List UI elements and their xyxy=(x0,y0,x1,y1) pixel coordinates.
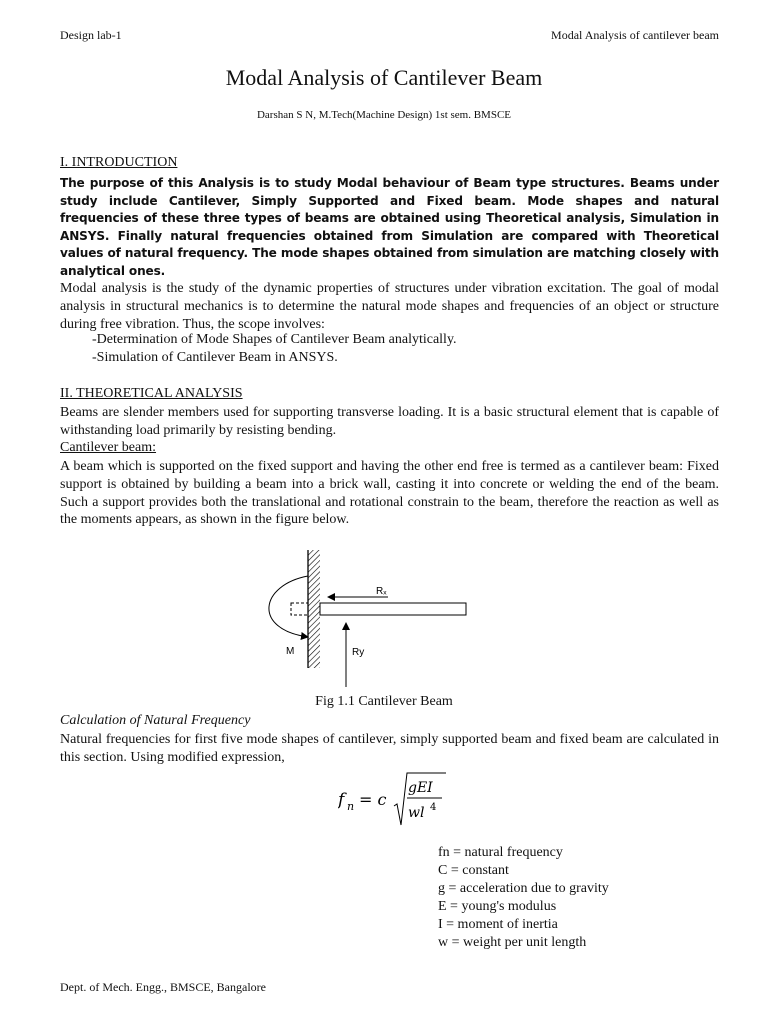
calculation-paragraph: Natural frequencies for first five mode shapes of cantilever, simply supported beam and fixed beam are calculated in this section. Using modified expression, xyxy=(60,732,719,765)
legend-g: g = acceleration due to gravity xyxy=(438,881,609,896)
formula-subscript: n xyxy=(347,800,355,813)
legend-w: w = weight per unit length xyxy=(438,935,587,950)
modal-analysis-paragraph: Modal analysis is the study of the dynamic properties of structures under vibration excitation. The goal of modal analysis in structural mechanics is to determine the natural mode shapes and frequencies of an object or structure during free vibration. Thus, the scope involves: xyxy=(60,281,719,332)
page-footer: Dept. of Mech. Engg., BMSCE, Bangalore xyxy=(60,980,266,994)
page-title: Modal Analysis of Cantilever Beam xyxy=(225,65,543,90)
header-left: Design lab-1 xyxy=(60,28,122,42)
legend-e: E = young's modulus xyxy=(438,899,557,914)
cantilever-beam-heading: Cantilever beam: xyxy=(60,440,157,455)
beam xyxy=(320,603,466,615)
formula-denominator: wl xyxy=(408,805,425,821)
legend-fn: fn = natural frequency xyxy=(438,845,563,860)
figure-caption: Fig 1.1 Cantilever Beam xyxy=(315,694,453,709)
fixed-wall xyxy=(308,550,320,668)
author-line: Darshan S N, M.Tech(Machine Design) 1st sem. BMSCE xyxy=(256,109,512,121)
reaction-rx-label: Rₓ xyxy=(376,586,387,597)
embedded-beam-end xyxy=(291,603,308,615)
scope-item-ansys: -Simulation of Cantilever Beam in ANSYS. xyxy=(92,350,338,365)
theoretical-analysis-heading: II. THEORETICAL ANALYSIS xyxy=(60,386,243,401)
cantilever-beam-figure xyxy=(250,545,480,695)
scope-item-analytical: -Determination of Mode Shapes of Cantilever Beam analytically. xyxy=(92,332,457,347)
introduction-heading: I. INTRODUCTION xyxy=(60,155,178,170)
formula-f: f xyxy=(338,790,345,810)
formula-numerator: gEI xyxy=(408,780,433,796)
cantilever-beam-paragraph: A beam which is supported on the fixed support and having the other end free is termed as a cantilever beam: Fixed support is obtained by building a beam into a brick wall, casting it into concrete or welding the end of the beam. Such a support provides both the translational and rotational constrain to the beam, therefore the reaction as well as the moments appears, as shown in the figure below. xyxy=(60,459,719,528)
header-right: Modal Analysis of cantilever beam xyxy=(551,28,719,42)
beams-paragraph: Beams are slender members used for supporting transverse loading. It is a basic structural element that is capable of withstanding load primarily by resisting bending. xyxy=(60,405,719,438)
introduction-body: The purpose of this Analysis is to study Modal behaviour of Beam type structures. Beams under study include Cantilever, Simply Supported and Fixed beam. Mode shapes and natural frequencies of these three types of beams are obtained using Theoretical analysis, Simulation in ANSYS. Finally natural frequencies obtained from Simulation are compared with Theoretical values of natural frequency. The mode shapes obtained from simulation are matching closely with analytical ones. xyxy=(60,176,719,278)
legend-i: I = moment of inertia xyxy=(438,917,558,932)
legend-c: C = constant xyxy=(438,863,509,878)
calculation-heading: Calculation of Natural Frequency xyxy=(60,713,251,728)
formula-exponent: 4 xyxy=(430,802,437,813)
moment-arrow xyxy=(269,576,308,637)
formula-equals-c: = c xyxy=(359,790,387,809)
reaction-ry-label: Ry xyxy=(352,647,365,658)
natural-frequency-formula xyxy=(338,770,448,828)
moment-label: M xyxy=(286,646,295,657)
